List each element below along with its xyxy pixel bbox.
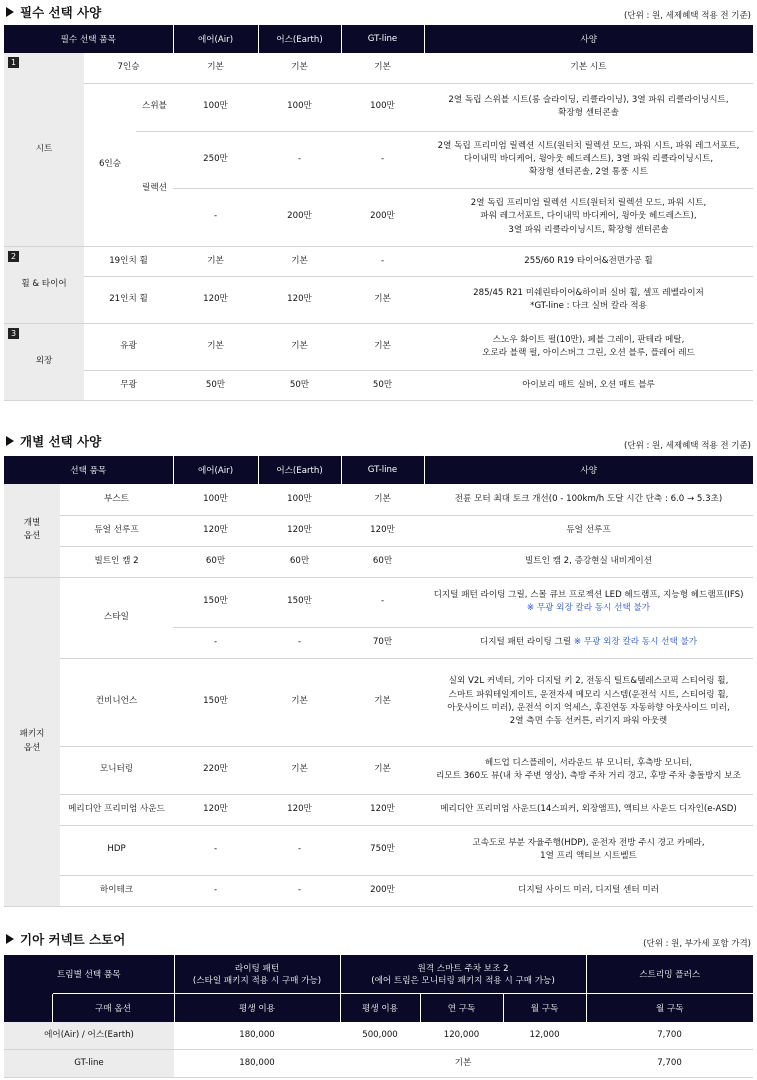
table-row [4,825,753,875]
table-row [4,515,753,546]
row-label: 스위블 [136,83,173,131]
cell-spec: 2열 독립 프리미엄 릴렉션 시트(원터치 릴렉션 모드, 파워 시트, 파워 레그서포트, 다이내믹 바디케어, 윙아웃 헤드레스트), 3열 파워 리클라이닝시트, 확장형 센터콘솔, 2열 통풍 시트 [424,131,753,188]
header-gtline: GT-line [341,25,424,53]
cell-spec: 듀얼 선루프 [424,515,753,546]
cell-earth: 60만 [258,546,341,577]
row-label-6seat: 6인승 [84,83,136,247]
cell-air: 기본 [173,247,258,277]
cell-earth: 기본 [258,247,341,277]
header-air: 에어(Air) [173,456,258,484]
required-section-title: 필수 선택 사양 [6,3,101,21]
cell-gtline: 70만 [341,627,424,658]
cell-parking-yearly: 120,000 [420,1022,503,1050]
category-exterior: 3 외장 [4,324,84,401]
row-label: 7인승 [84,53,173,83]
cell-gtline: 200만 [341,188,424,246]
row-label: 모니터링 [60,746,173,794]
table-row [4,577,753,627]
row-label: 빌트인 캠 2 [60,546,173,577]
cell-parking-monthly: 12,000 [503,1022,586,1050]
cell-air: 120만 [173,277,258,324]
header-item: 선택 품목 [4,456,173,484]
cell-gtline: - [341,247,424,277]
header-item: 필수 선택 품목 [4,25,173,53]
cell-air: - [173,825,258,875]
header-parking-monthly: 월 구독 [503,993,586,1022]
cell-earth: - [258,627,341,658]
cell-spec: 2열 독립 스위블 시트(롱 슬라이딩, 리클라이닝), 3열 파워 리클라이닝시트, 확장형 센터콘솔 [424,83,753,131]
cell-lighting: 180,000 [174,1050,340,1078]
cell-earth: 기본 [258,658,341,746]
category-individual: 개별 옵션 [4,484,60,577]
cell-air: 120만 [173,515,258,546]
cell-spec: 255/60 R19 타이어&전면가공 휠 [424,247,753,277]
cell-earth: 120만 [258,515,341,546]
row-label: GT-line [4,1050,174,1078]
cell-gtline: 기본 [341,277,424,324]
cell-earth: 100만 [258,484,341,515]
row-label: 릴렉션 [136,131,173,246]
row-label: 에어(Air) / 어스(Earth) [4,1022,174,1050]
cell-gtline: 120만 [341,794,424,825]
cell-gtline: 200만 [341,875,424,906]
row-label: 무광 [84,371,173,401]
category-wheel: 2 휠 & 타이어 [4,247,84,324]
table-row [4,83,753,131]
cell-air: - [173,627,258,658]
cell-gtline: 기본 [341,484,424,515]
cell-gtline: 750만 [341,825,424,875]
cell-parking-lifetime: 500,000 [340,1022,420,1050]
table-row [4,53,753,83]
row-label: 유광 [84,324,173,371]
header-parking-lifetime: 평생 이용 [340,993,420,1022]
individual-unit-note: (단위 : 원, 세제혜택 적용 전 기준) [624,441,751,451]
cell-lighting: 180,000 [174,1022,340,1050]
table-row [4,247,753,277]
cell-earth: 150만 [258,577,341,627]
category-package: 패키지 옵션 [4,577,60,907]
category-number: 3 [8,328,19,339]
cell-earth: 120만 [258,277,341,324]
cell-earth: 120만 [258,794,341,825]
cell-air: 기본 [173,324,258,371]
cell-gtline: 기본 [341,658,424,746]
cell-gtline: - [341,131,424,188]
cell-spec: 기본 시트 [424,53,753,83]
header-streaming: 스트리밍 플러스 [586,955,753,993]
cell-air: 60만 [173,546,258,577]
header-earth: 어스(Earth) [258,25,341,53]
row-label: 19인치 휠 [84,247,173,277]
cell-streaming: 7,700 [586,1022,753,1050]
connect-store-table [4,955,753,1078]
triangle-icon [6,436,14,446]
cell-gtline: - [341,577,424,627]
cell-air: 50만 [173,371,258,401]
individual-options-table [4,456,753,907]
cell-gtline: 60만 [341,546,424,577]
cell-spec: 빌트인 캠 2, 증강현실 내비게이션 [424,546,753,577]
header-earth: 어스(Earth) [258,456,341,484]
store-unit-note: (단위 : 원, 부가세 포함 가격) [643,939,751,949]
cell-spec: 실외 V2L 커넥터, 기아 디지털 키 2, 전동식 틸트&텔레스코픽 스티어링 휠, 스마트 파워테일게이트, 운전자세 메모리 시스템(운전석 시트, 스티어링 휠, 아웃사이드 미러), 운전석 이지 억세스, 후진연동 자동하향 아웃사이드 미러, 2열 측면 수동 선커튼, 러기지 파워 아웃렛 [424,658,753,746]
row-label: 듀얼 선루프 [60,515,173,546]
table-row [4,546,753,577]
required-unit-note: (단위 : 원, 세제혜택 적용 전 기준) [624,11,751,21]
cell-spec: 디지털 패턴 라이팅 그릴, 스몰 큐브 프로젝션 LED 헤드램프, 지능형 헤드램프(IFS) ※ 무광 외장 칼라 동시 선택 불가 [424,577,753,627]
cell-streaming: 7,700 [586,1050,753,1078]
cell-spec: 고속도로 부분 자율주행(HDP), 운전자 전방 주시 경고 카메라, 1열 프리 액티브 시트벨트 [424,825,753,875]
table-row [4,746,753,794]
header-gtline: GT-line [341,456,424,484]
cell-spec: 헤드업 디스플레이, 서라운드 뷰 모니터, 후측방 모니터, 리모트 360도 뷰(내 차 주변 영상), 측방 주차 거리 경고, 후방 주차 충돌방지 보조 [424,746,753,794]
store-section-title: 기아 커넥트 스토어 [6,930,125,948]
row-label: HDP [60,825,173,875]
table-row [4,794,753,825]
cell-gtline: 100만 [341,83,424,131]
individual-section-title: 개별 선택 사양 [6,432,101,450]
table-row [4,1050,753,1078]
cell-spec: 아이보리 매트 실버, 오션 매트 블루 [424,371,753,401]
cell-earth: - [258,875,341,906]
cell-earth: - [258,131,341,188]
cell-earth: 기본 [258,53,341,83]
header-trim: 트림별 선택 품목 [4,955,174,993]
table-row [4,1022,753,1050]
cell-gtline: 기본 [341,746,424,794]
category-number: 2 [8,251,19,262]
cell-air: 150만 [173,658,258,746]
cell-spec: 2열 독립 프리미엄 릴렉션 시트(원터치 릴렉션 모드, 파워 시트, 파워 레그서포트, 다이내믹 바디케어, 윙아웃 헤드레스트), 3열 파워 리클라이닝시트, 확장형 센터콘솔 [424,188,753,246]
cell-gtline: 120만 [341,515,424,546]
header-spec: 사양 [424,456,753,484]
header-air: 에어(Air) [173,25,258,53]
category-number: 1 [8,57,19,68]
cell-spec: 전륜 모터 최대 토크 개선(0 - 100km/h 도달 시간 단축 : 6.0 → 5.3초) [424,484,753,515]
row-label: 21인치 휠 [84,277,173,324]
cell-earth: 100만 [258,83,341,131]
header-parking-yearly: 연 구독 [420,993,503,1022]
header-lighting-lifetime: 평생 이용 [174,993,340,1022]
header-spec: 사양 [424,25,753,53]
cell-earth: 200만 [258,188,341,246]
cell-spec: 디지털 패턴 라이팅 그릴 ※ 무광 외장 칼라 동시 선택 불가 [424,627,753,658]
row-label: 메리디안 프리미엄 사운드 [60,794,173,825]
table-row [4,484,753,515]
cell-gtline: 50만 [341,371,424,401]
cell-earth: 기본 [258,324,341,371]
cell-air: 100만 [173,484,258,515]
triangle-icon [6,934,14,944]
cell-spec: 285/45 R21 미쉐린타이어&하이퍼 실버 휠, 셀프 레벨라이저 *GT-line : 다크 실버 칼라 적용 [424,277,753,324]
cell-gtline: 기본 [341,53,424,83]
cell-air: 250만 [173,131,258,188]
category-seat: 1 시트 [4,53,84,247]
cell-air: 100만 [173,83,258,131]
cell-spec: 디지털 사이드 미러, 디지털 센터 미러 [424,875,753,906]
triangle-icon [6,7,14,17]
cell-air: - [173,188,258,246]
cell-air: 120만 [173,794,258,825]
cell-air: 기본 [173,53,258,83]
header-streaming-monthly: 월 구독 [586,993,753,1022]
table-row [4,324,753,371]
cell-earth: 기본 [258,746,341,794]
cell-spec: 메리디안 프리미엄 사운드(14스피커, 외장앰프), 액티브 사운드 디자인(e-ASD) [424,794,753,825]
row-label: 스타일 [60,577,173,658]
table-row [4,875,753,906]
row-label: 하이테크 [60,875,173,906]
cell-air: - [173,875,258,906]
required-options-table [4,25,753,401]
cell-air: 150만 [173,577,258,627]
header-parking: 원격 스마트 주차 보조 2 (에어 트림은 모니터링 패키지 적용 시 구매 가능) [340,955,586,993]
table-row [4,277,753,324]
cell-spec: 스노우 화이트 펄(10만), 페블 그레이, 판테라 메탈, 오로라 블랙 펄, 아이스버그 그린, 오션 블루, 플레어 레드 [424,324,753,371]
cell-parking: 기본 [340,1050,586,1078]
header-lighting: 라이팅 패턴 (스타일 패키지 적용 시 구매 가능) [174,955,340,993]
cell-air: 220만 [173,746,258,794]
table-row [4,658,753,746]
table-row [4,371,753,401]
header-purchase-option: 구매 옵션 [52,993,174,1022]
cell-earth: - [258,825,341,875]
cell-earth: 50만 [258,371,341,401]
row-label: 컨비니언스 [60,658,173,746]
cell-gtline: 기본 [341,324,424,371]
row-label: 부스트 [60,484,173,515]
